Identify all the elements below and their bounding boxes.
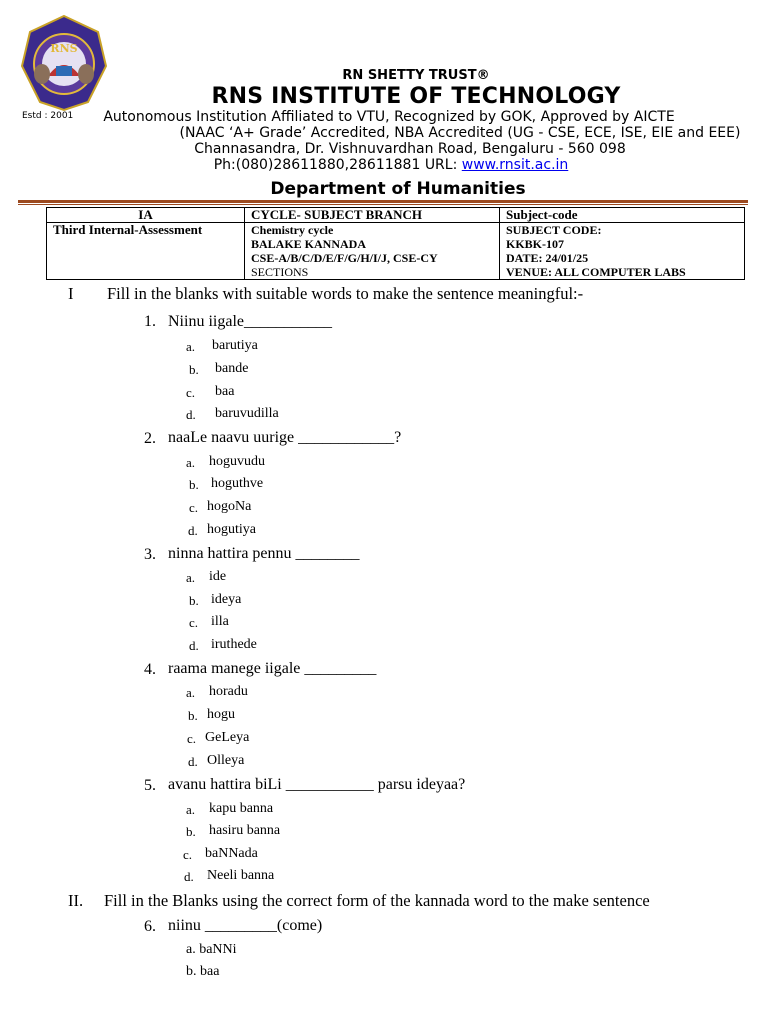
section-1-numeral: I [68,284,74,303]
option-letter: c. [187,731,197,746]
option-text: Neeli banna [207,868,275,883]
code-value: KKBK-107 [506,237,565,251]
option-text: illa [211,614,229,629]
option-letter: a. [186,570,196,585]
option-letter: d. [184,869,194,884]
code-label: SUBJECT CODE: [506,223,602,237]
option-letter: c. [189,500,199,515]
logo-text: RNS [50,42,78,55]
option-text: kapu banna [209,801,274,816]
question-text: naaLe naavu uurige ____________? [168,429,402,446]
option-letter: d. [189,638,199,653]
department-title: Department of Humanities [270,179,526,199]
branches-text: CSE-A/B/C/D/E/F/G/H/I/J, CSE-CY [251,251,438,265]
ia-header: IA [47,208,245,223]
question-text: avanu hattira biLi ___________ parsu ideyaa? [168,776,466,793]
contact-line [0,157,768,173]
option-letter: c. [189,615,199,630]
option-item [186,964,219,980]
question-number: 3. [144,546,156,563]
ia-cell: Third Internal-Assessment [47,223,245,280]
section-2-numeral: II. [68,891,84,910]
option-text: hogu [207,707,235,722]
option-text: baruvudilla [215,406,279,421]
website-link[interactable]: www.rnsit.ac.in [461,157,569,173]
option-text: hoguthve [211,476,264,491]
code-cell [500,223,745,280]
header-divider-thin [18,204,748,205]
option-text: baa [200,964,220,979]
trust-name: RN SHETTY TRUST® [342,68,490,83]
venue-text: VENUE: ALL COMPUTER LABS [506,265,686,279]
option-letter: b. [189,362,199,377]
option-letter: a. [186,339,196,354]
option-item [186,942,237,958]
question-text: niinu _________(come) [168,917,323,934]
date-text: DATE: 24/01/25 [506,251,589,265]
subject-code-header: Subject-code [500,208,745,223]
question-text: raama manege iigale _________ [168,660,377,677]
cycle-header: CYCLE- SUBJECT BRANCH [245,208,500,223]
section-1-title: Fill in the blanks with suitable words to make the sentence meaningful:- [107,284,584,303]
cycle-cell [245,223,500,280]
option-text: iruthede [211,637,257,652]
subject-text: BALAKE KANNADA [251,237,367,251]
option-text: baNNada [205,846,258,861]
cycle-text: Chemistry cycle [251,223,334,237]
exam-info-table [46,207,745,280]
option-text: ide [209,569,227,584]
estd-label: Estd : 2001 [22,111,74,121]
accreditation-line: (NAAC ‘A+ Grade’ Accredited, NBA Accredited (UG - CSE, ECE, ISE, EIE and EEE) [179,125,741,141]
question-text: Niinu iigale___________ [168,313,332,330]
option-text: GeLeya [205,730,250,745]
option-text: horadu [209,684,248,699]
option-letter: a. [186,802,196,817]
option-letter: a. [186,942,196,957]
question-number: 5. [144,777,156,794]
option-letter: b. [189,477,199,492]
option-text: bande [215,361,249,376]
section-2-title: Fill in the Blanks using the correct form of the kannada word to the make sentence [104,891,650,910]
institute-name: RNS INSTITUTE OF TECHNOLOGY [211,84,621,109]
option-letter: a. [186,685,196,700]
option-text: barutiya [212,338,258,353]
table-header-row [47,208,745,223]
option-letter: c. [186,385,196,400]
option-text: hogutiya [207,522,256,537]
option-letter: b. [188,708,198,723]
question-number: 4. [144,661,156,678]
affiliation-line: Autonomous Institution Affiliated to VTU, Recognized by GOK, Approved by AICTE [103,109,675,125]
option-text: hogoNa [207,499,252,514]
option-letter: d. [188,754,198,769]
question-number: 6. [144,918,156,935]
question-number: 2. [144,430,156,447]
option-letter: b. [186,964,197,979]
address-line: Channasandra, Dr. Vishnuvardhan Road, Bengaluru - 560 098 [194,141,626,157]
question-number: 1. [144,313,156,330]
option-text: baa [215,384,235,399]
option-letter: d. [186,407,196,422]
option-letter: a. [186,455,196,470]
header-divider [18,200,748,203]
question-text: ninna hattira pennu ________ [168,545,360,562]
option-text: ideya [211,592,242,607]
option-text: hoguvudu [209,454,265,469]
option-text: Olleya [207,753,245,768]
sections-text: SECTIONS [251,265,309,279]
phone-text: Ph:(080)28611880,28611881 URL: [213,157,462,173]
option-letter: c. [183,847,193,862]
option-letter: b. [189,593,199,608]
option-letter: d. [188,523,198,538]
table-row [47,223,745,280]
option-text: baNNi [199,942,237,957]
option-text: hasiru banna [209,823,281,838]
option-letter: b. [186,824,196,839]
